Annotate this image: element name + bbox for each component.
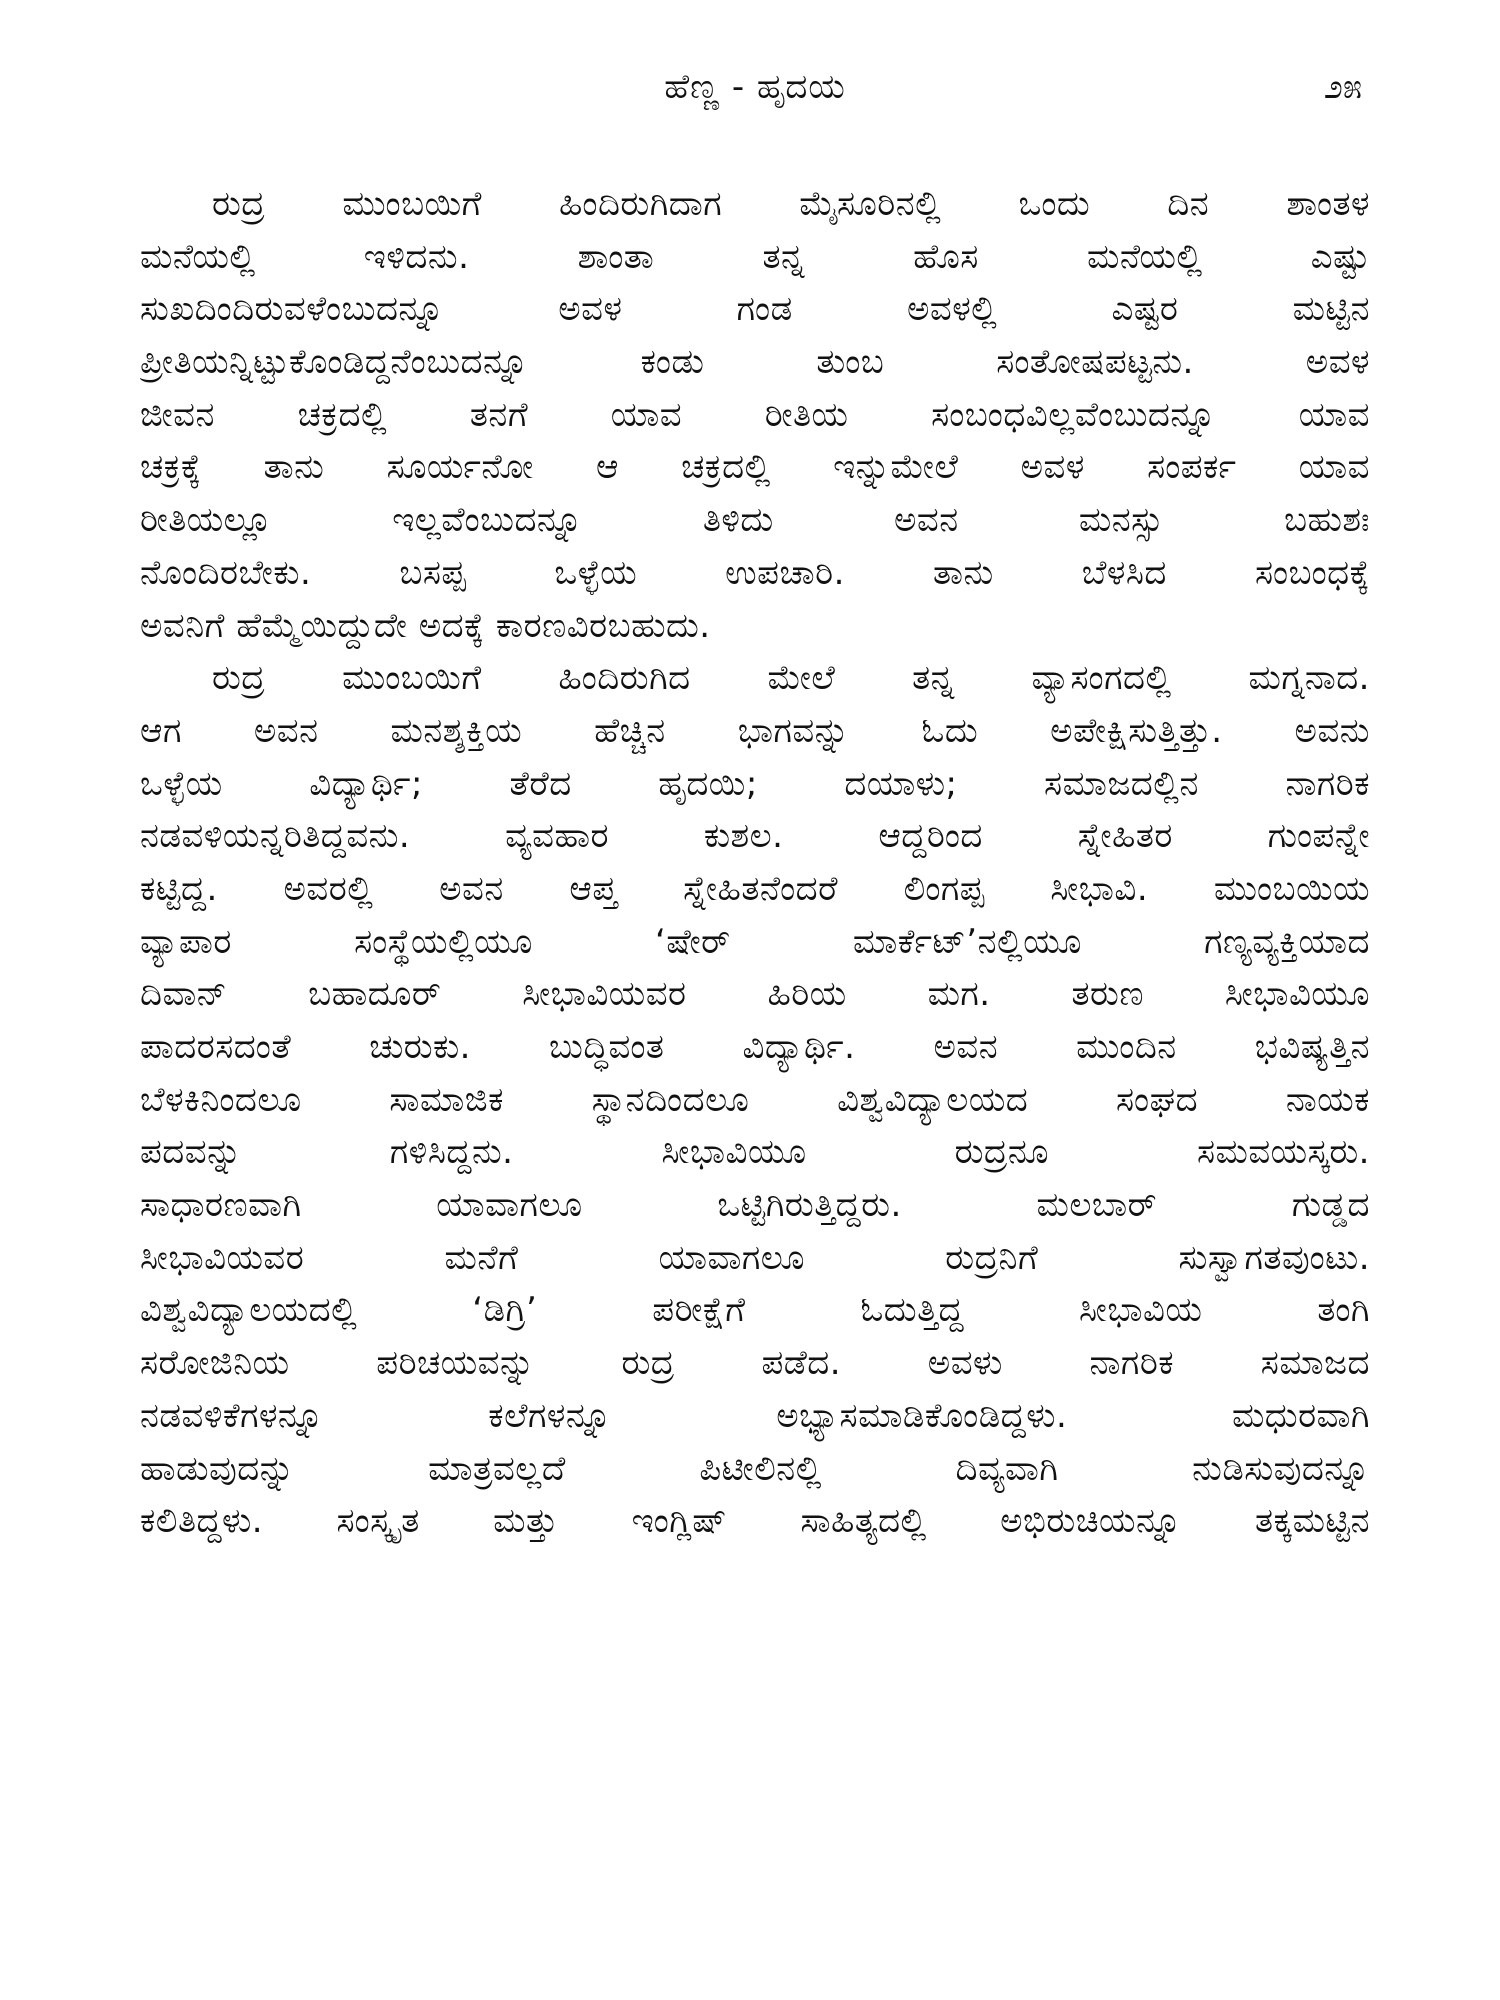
running-header [140, 62, 1370, 112]
text-line: ಪದವನ್ನು ಗಳಿಸಿದ್ದನು. ಸೀಭಾವಿಯೂ ರುದ್ರನೂ ಸಮವಯಸ್ಕರು. [140, 1132, 1370, 1173]
text-line: ರೀತಿಯಲ್ಲೂ ಇಲ್ಲವೆಂಬುದನ್ನೂ ತಿಳಿದು ಅವನ ಮನಸ್ಸು ಬಹುಶಃ [140, 500, 1370, 541]
text-line: ದಿವಾನ್ ಬಹಾದೂರ್ ಸೀಭಾವಿಯವರ ಹಿರಿಯ ಮಗ. ತರುಣ ಸೀಭಾವಿಯೂ [140, 974, 1370, 1015]
text-line: ಅವನಿಗೆ ಹೆಮ್ಮೆಯಿದ್ದುದೇ ಅದಕ್ಕೆ ಕಾರಣವಿರಬಹುದು. [140, 605, 711, 646]
text-line: ಕಟ್ಟಿದ್ದ. ಅವರಲ್ಲಿ ಅವನ ಆಪ್ತ ಸ್ನೇಹಿತನೆಂದರೆ ಲಿಂಗಪ್ಪ ಸೀಭಾವಿ. ಮುಂಬಯಿಯ [140, 868, 1370, 909]
text-line: ಸರೋಜಿನಿಯ ಪರಿಚಯವನ್ನು ರುದ್ರ ಪಡೆದ. ಅವಳು ನಾಗರಿಕ ಸಮಾಜದ [140, 1343, 1370, 1384]
text-line: ಸೀಭಾವಿಯವರ ಮನೆಗೆ ಯಾವಾಗಲೂ ರುದ್ರನಿಗೆ ಸುಸ್ವಾಗತವುಂಟು. [140, 1237, 1370, 1278]
text-line: ಮನೆಯಲ್ಲಿ ಇಳಿದನು. ಶಾಂತಾ ತನ್ನ ಹೊಸ ಮನೆಯಲ್ಲಿ ಎಷ್ಟು [140, 236, 1370, 277]
text-line: ನೊಂದಿರಬೇಕು. ಬಸಪ್ಪ ಒಳ್ಳೆಯ ಉಪಚಾರಿ. ತಾನು ಬೆಳಸಿದ ಸಂಬಂಧಕ್ಕೆ [140, 552, 1370, 593]
page-number: ೨೫ [1323, 67, 1362, 107]
text-line: ನಡವಳಿಕೆಗಳನ್ನೂ ಕಲೆಗಳನ್ನೂ ಅಭ್ಯಾಸಮಾಡಿಕೊಂಡಿದ್ದಳು. ಮಧುರವಾಗಿ [140, 1395, 1370, 1436]
text-line: ಪಾದರಸದಂತೆ ಚುರುಕು. ಬುದ್ಧಿವಂತ ವಿದ್ಯಾರ್ಥಿ. ಅವನ ಮುಂದಿನ ಭವಿಷ್ಯತ್ತಿನ [140, 1027, 1370, 1067]
text-line: ಸಾಧಾರಣವಾಗಿ ಯಾವಾಗಲೂ ಒಟ್ಟಿಗಿರುತ್ತಿದ್ದರು. ಮಲಬಾರ್ ಗುಡ್ಡದ [140, 1185, 1370, 1226]
text-line: ಕಲಿತಿದ್ದಳು. ಸಂಸ್ಕೃತ ಮತ್ತು ಇಂಗ್ಲಿಷ್ ಸಾಹಿತ್ಯದಲ್ಲಿ ಅಭಿರುಚಿಯನ್ನೂ ತಕ್ಕಮಟ್ಟಿನ [140, 1501, 1370, 1542]
book-title: ಹೆಣ್ಣ - ಹೃದಯ [664, 67, 846, 107]
text-line: ಒಳ್ಳೆಯ ವಿದ್ಯಾರ್ಥಿ; ತೆರೆದ ಹೃದಯಿ; ದಯಾಳು; ಸಮಾಜದಲ್ಲಿನ ನಾಗರಿಕ [140, 763, 1370, 804]
text-line: ಹಾಡುವುದನ್ನು ಮಾತ್ರವಲ್ಲದೆ ಪಿಟೀಲಿನಲ್ಲಿ ದಿವ್ಯವಾಗಿ ನುಡಿಸುವುದನ್ನೂ [140, 1448, 1370, 1489]
text-line: ಜೀವನ ಚಕ್ರದಲ್ಲಿ ತನಗೆ ಯಾವ ರೀತಿಯ ಸಂಬಂಧವಿಲ್ಲವೆಂಬುದನ್ನೂ ಯಾವ [140, 394, 1370, 435]
text-line: ರುದ್ರ ಮುಂಬಯಿಗೆ ಹಿಂದಿರುಗಿದಾಗ ಮೈಸೂರಿನಲ್ಲಿ ಒಂದು ದಿನ ಶಾಂತಳ [212, 184, 1370, 224]
paragraph-2 [140, 652, 1370, 1548]
text-line: ಪ್ರೀತಿಯನ್ನಿಟ್ಟುಕೊಂಡಿದ್ದನೆಂಬುದನ್ನೂ ಕಂಡು ತುಂಬ ಸಂತೋಷಪಟ್ಟನು. ಅವಳ [140, 342, 1370, 383]
text-line: ರುದ್ರ ಮುಂಬಯಿಗೆ ಹಿಂದಿರುಗಿದ ಮೇಲೆ ತನ್ನ ವ್ಯಾಸಂಗದಲ್ಲಿ ಮಗ್ನನಾದ. [212, 658, 1370, 699]
text-line: ಚಕ್ರಕ್ಕೆ ತಾನು ಸೂರ್ಯನೋ ಆ ಚಕ್ರದಲ್ಲಿ ಇನ್ನುಮೇಲೆ ಅವಳ ಸಂಪರ್ಕ ಯಾವ [140, 447, 1370, 488]
text-line: ಬೆಳಕಿನಿಂದಲೂ ಸಾಮಾಜಿಕ ಸ್ಥಾನದಿಂದಲೂ ವಿಶ್ವವಿದ್ಯಾಲಯದ ಸಂಘದ ನಾಯಕ [140, 1079, 1370, 1120]
text-line: ವಿಶ್ವವಿದ್ಯಾಲಯದಲ್ಲಿ ‘ಡಿಗ್ರಿ’ ಪರೀಕ್ಷೆಗೆ ಓದುತ್ತಿದ್ದ ಸೀಭಾವಿಯ ತಂಗಿ [140, 1290, 1370, 1331]
body-text [140, 178, 1370, 1548]
text-line: ವ್ಯಾಪಾರ ಸಂಸ್ಥೆಯಲ್ಲಿಯೂ ‘ಷೇರ್ ಮಾರ್ಕೆಟ್’ನಲ್ಲಿಯೂ ಗಣ್ಯವ್ಯಕ್ತಿಯಾದ [140, 921, 1370, 962]
text-line: ನಡವಳಿಯನ್ನರಿತಿದ್ದವನು. ವ್ಯವಹಾರ ಕುಶಲ. ಆದ್ದರಿಂದ ಸ್ನೇಹಿತರ ಗುಂಪನ್ನೇ [140, 816, 1370, 857]
text-line: ಆಗ ಅವನ ಮನಶ್ಶಕ್ತಿಯ ಹೆಚ್ಚಿನ ಭಾಗವನ್ನು ಓದು ಅಪೇಕ್ಷಿಸುತ್ತಿತ್ತು. ಅವನು [140, 710, 1370, 751]
text-line: ಸುಖದಿಂದಿರುವಳೆಂಬುದನ್ನೂ ಅವಳ ಗಂಡ ಅವಳಲ್ಲಿ ಎಷ್ಟರ ಮಟ್ಟಿನ [140, 289, 1370, 330]
paragraph-1 [140, 178, 1370, 652]
